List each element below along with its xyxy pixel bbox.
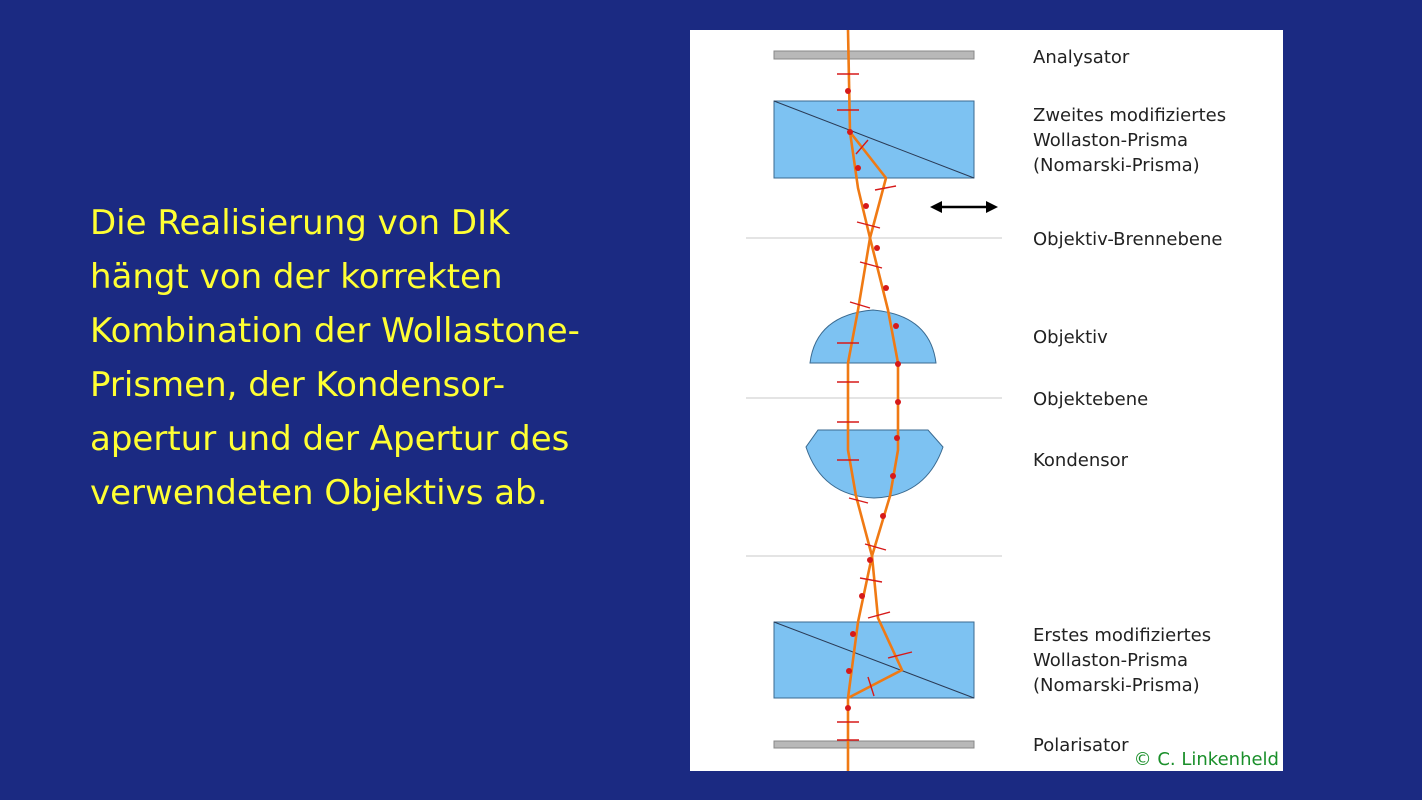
slide-text: [90, 196, 660, 520]
label-objektebene: Objektebene: [1033, 389, 1149, 410]
text-line-3: Kombination der Wollastone-: [90, 311, 580, 351]
copyright-text: © C. Linkenheld: [1133, 749, 1279, 770]
label-brennebene: Objektiv-Brennebene: [1033, 229, 1223, 250]
text-line-2: hängt von der korrekten: [90, 257, 503, 297]
label-prism2-line2: Wollaston-Prisma: [1033, 130, 1189, 151]
label-prism1-line2: Wollaston-Prisma: [1033, 650, 1189, 671]
ray-path-a: [848, 132, 872, 698]
label-analysator: Analysator: [1033, 47, 1130, 68]
polarisator-filter: [774, 741, 974, 748]
label-prism2-line3: (Nomarski-Prisma): [1033, 155, 1200, 176]
dic-diagram-svg: [690, 30, 1283, 771]
label-prism2-line1: Zweites modifiziertes: [1033, 105, 1227, 126]
ray-path-b: [848, 132, 902, 698]
label-prism1-line3: (Nomarski-Prisma): [1033, 675, 1200, 696]
label-objektiv: Objektiv: [1033, 327, 1108, 348]
label-polarisator: Polarisator: [1033, 735, 1129, 756]
polarization-dots: [845, 88, 901, 711]
text-line-5: apertur und der Apertur des: [90, 419, 570, 459]
text-line-6: verwendeten Objektivs ab.: [90, 473, 548, 513]
condenser-lens: [806, 430, 943, 498]
analysator-filter: [774, 51, 974, 59]
dic-diagram: [690, 30, 1283, 771]
objective-lens: [810, 310, 936, 363]
label-kondensor: Kondensor: [1033, 450, 1129, 471]
label-prism1-line1: Erstes modifiziertes: [1033, 625, 1212, 646]
text-line-1: Die Realisierung von DIK: [90, 203, 510, 243]
shear-arrow-icon: [930, 201, 998, 213]
text-line-4: Prismen, der Kondensor-: [90, 365, 506, 405]
